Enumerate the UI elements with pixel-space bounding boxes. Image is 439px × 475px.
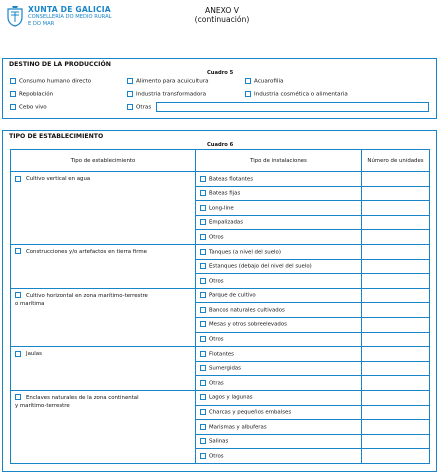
checkbox[interactable] [127, 91, 133, 97]
installation-type-label: Otras [209, 380, 224, 387]
installation-type-label: Bateas fijas [209, 190, 241, 197]
installation-type-label: Parque de cultivo [209, 292, 256, 299]
establishment-type-cell[interactable] [11, 172, 196, 245]
installation-type-cell[interactable] [196, 376, 362, 391]
installation-type-cell[interactable] [196, 274, 362, 289]
checkbox[interactable] [200, 409, 206, 415]
installation-type-label: Charcas y pequeños embalses [209, 409, 292, 416]
checkbox[interactable] [200, 249, 206, 255]
option-acuarofilia[interactable]: Acuarofilia [245, 78, 283, 86]
establishment-type-label-cont: o marítima [15, 300, 45, 307]
unit-count-field[interactable] [362, 288, 430, 303]
checkbox[interactable] [15, 176, 21, 182]
installation-type-cell[interactable] [196, 288, 362, 303]
installation-type-label: Otros [209, 453, 224, 460]
checkbox[interactable] [200, 351, 206, 357]
option-cebo-vivo[interactable]: Cebo vivo [10, 104, 47, 112]
checkbox[interactable] [200, 424, 206, 430]
table-row [11, 288, 430, 303]
checkbox[interactable] [200, 380, 206, 386]
annex-heading [192, 6, 252, 24]
table-row [11, 244, 430, 259]
checkbox[interactable] [200, 365, 206, 371]
unit-count-field[interactable] [362, 405, 430, 420]
checkbox[interactable] [200, 278, 206, 284]
unit-count-field[interactable] [362, 259, 430, 274]
installation-type-label: Marismas y albuferas [209, 424, 267, 431]
xunta-logo-icon [6, 5, 24, 27]
cuadro-5-label: Cuadro 5 [207, 70, 234, 76]
installation-type-label: Otros [209, 336, 224, 343]
installation-type-label: Long-line [209, 205, 234, 212]
installation-type-label: Empalizadas [209, 219, 244, 226]
checkbox[interactable] [15, 248, 21, 254]
checkbox[interactable] [200, 336, 206, 342]
checkbox[interactable] [200, 321, 206, 327]
installation-type-cell[interactable] [196, 230, 362, 245]
unit-count-field[interactable] [362, 317, 430, 332]
unit-count-field[interactable] [362, 244, 430, 259]
installation-type-label: Flotantes [209, 351, 234, 358]
checkbox[interactable] [200, 453, 206, 459]
organization-block [28, 5, 112, 28]
establishment-type-label: Enclaves naturales de la zona continental [26, 394, 139, 401]
table-row [11, 347, 430, 362]
table-row [11, 172, 430, 187]
installation-type-label: Mesas y otros sobreelevados [209, 321, 287, 328]
checkbox[interactable] [245, 78, 251, 84]
unit-count-field[interactable] [362, 186, 430, 201]
annex-title: ANEXO V [205, 6, 239, 15]
unit-count-field[interactable] [362, 420, 430, 435]
installation-type-cell[interactable] [196, 347, 362, 362]
establishment-type-label: Cultivo horizontal en zona marítimo-terrestre [26, 292, 148, 299]
checkbox[interactable] [10, 104, 16, 110]
col-header-tipo-establecimiento: Tipo de establecimiento [11, 150, 196, 172]
installation-type-cell[interactable] [196, 405, 362, 420]
installation-type-cell[interactable] [196, 259, 362, 274]
installation-type-cell[interactable] [196, 317, 362, 332]
unit-count-field[interactable] [362, 376, 430, 391]
installation-type-cell[interactable] [196, 361, 362, 376]
installation-type-label: Salinas [209, 438, 229, 445]
unit-count-field[interactable] [362, 347, 430, 362]
installation-type-label: Bateas flotantes [209, 176, 254, 183]
installation-type-label: Otros [209, 278, 224, 285]
unit-count-field[interactable] [362, 449, 430, 464]
establishment-table [10, 149, 430, 464]
installation-type-cell[interactable] [196, 186, 362, 201]
unit-count-field[interactable] [362, 434, 430, 449]
unit-count-field[interactable] [362, 215, 430, 230]
checkbox[interactable] [10, 91, 16, 97]
establishment-type-cell[interactable] [11, 347, 196, 391]
col-header-numero-unidades: Número de unidades [362, 150, 430, 172]
annex-subtitle: (continuación) [194, 15, 250, 24]
installation-type-label: Tanques (a nivel del suelo) [209, 249, 281, 256]
installation-type-cell[interactable] [196, 244, 362, 259]
cuadro-6-label: Cuadro 6 [207, 142, 234, 148]
installation-type-cell[interactable] [196, 420, 362, 435]
checkbox[interactable] [15, 351, 21, 357]
installation-type-label: Estanques (debajo del nivel del suelo) [209, 263, 312, 270]
installation-type-label: Otros [209, 234, 224, 241]
unit-count-field[interactable] [362, 201, 430, 216]
org-line-2: CONSELLERÍA DO MEDIO RURAL [28, 14, 112, 20]
checkbox[interactable] [15, 292, 21, 298]
checkbox[interactable] [200, 234, 206, 240]
col-header-tipo-instalaciones: Tipo de instalaciones [196, 150, 362, 172]
installation-type-cell[interactable] [196, 332, 362, 347]
establishment-type-label: Construcciones y/o artefactos en tierra firme [26, 248, 147, 255]
option-otras[interactable]: Otras [127, 104, 151, 112]
option-alimento-acuicultura[interactable]: Alimento para acuicultura [127, 78, 209, 86]
destino-title: DESTINO DE LA PRODUCCIÓN [9, 61, 111, 68]
checkbox[interactable] [15, 394, 21, 400]
unit-count-field[interactable] [362, 390, 430, 405]
checkbox[interactable] [200, 176, 206, 182]
checkbox[interactable] [200, 292, 206, 298]
installation-type-cell[interactable] [196, 201, 362, 216]
tipo-title: TIPO DE ESTABLECIMIENTO [9, 133, 104, 140]
option-industria-cosmetica[interactable]: Industria cosmética o alimentaria [245, 91, 348, 99]
checkbox[interactable] [127, 78, 133, 84]
checkbox[interactable] [200, 219, 206, 225]
unit-count-field[interactable] [362, 332, 430, 347]
unit-count-field[interactable] [362, 172, 430, 187]
checkbox[interactable] [127, 104, 133, 110]
installation-type-cell[interactable] [196, 215, 362, 230]
establishment-type-label: Jaulas [26, 351, 42, 358]
establishment-type-cell[interactable] [11, 288, 196, 346]
org-line-3: E DO MAR [28, 21, 55, 27]
installation-type-cell[interactable] [196, 390, 362, 405]
installation-type-cell[interactable] [196, 303, 362, 318]
org-name: XUNTA DE GALICIA [28, 5, 111, 14]
installation-type-label: Sumergidas [209, 365, 241, 372]
otras-text-field[interactable] [156, 102, 429, 112]
option-repoblacion[interactable]: Repoblación [10, 91, 53, 99]
establishment-type-label-cont: y marítimo-terrestre [15, 402, 70, 409]
establishment-type-cell[interactable] [11, 244, 196, 288]
installation-type-cell[interactable] [196, 449, 362, 464]
installation-type-label: Bancos naturales cultivados [209, 307, 285, 314]
installation-type-cell[interactable] [196, 434, 362, 449]
document-header [6, 5, 436, 45]
option-industria-transformadora[interactable]: Industria transformadora [127, 91, 206, 99]
installation-type-cell[interactable] [196, 172, 362, 187]
checkbox[interactable] [200, 190, 206, 196]
installation-type-label: Lagos y lagunas [209, 394, 253, 401]
option-consumo-humano[interactable]: Consumo humano directo [10, 78, 91, 86]
unit-count-field[interactable] [362, 274, 430, 289]
unit-count-field[interactable] [362, 303, 430, 318]
unit-count-field[interactable] [362, 230, 430, 245]
checkbox[interactable] [245, 91, 251, 97]
checkbox[interactable] [200, 205, 206, 211]
checkbox[interactable] [200, 307, 206, 313]
establishment-type-label: Cultivo vertical en agua [26, 176, 91, 182]
table-row [11, 390, 430, 405]
unit-count-field[interactable] [362, 361, 430, 376]
checkbox[interactable] [200, 263, 206, 269]
checkbox[interactable] [200, 394, 206, 400]
establishment-type-cell[interactable] [11, 390, 196, 463]
checkbox[interactable] [10, 78, 16, 84]
table-header-row [11, 150, 430, 172]
checkbox[interactable] [200, 438, 206, 444]
